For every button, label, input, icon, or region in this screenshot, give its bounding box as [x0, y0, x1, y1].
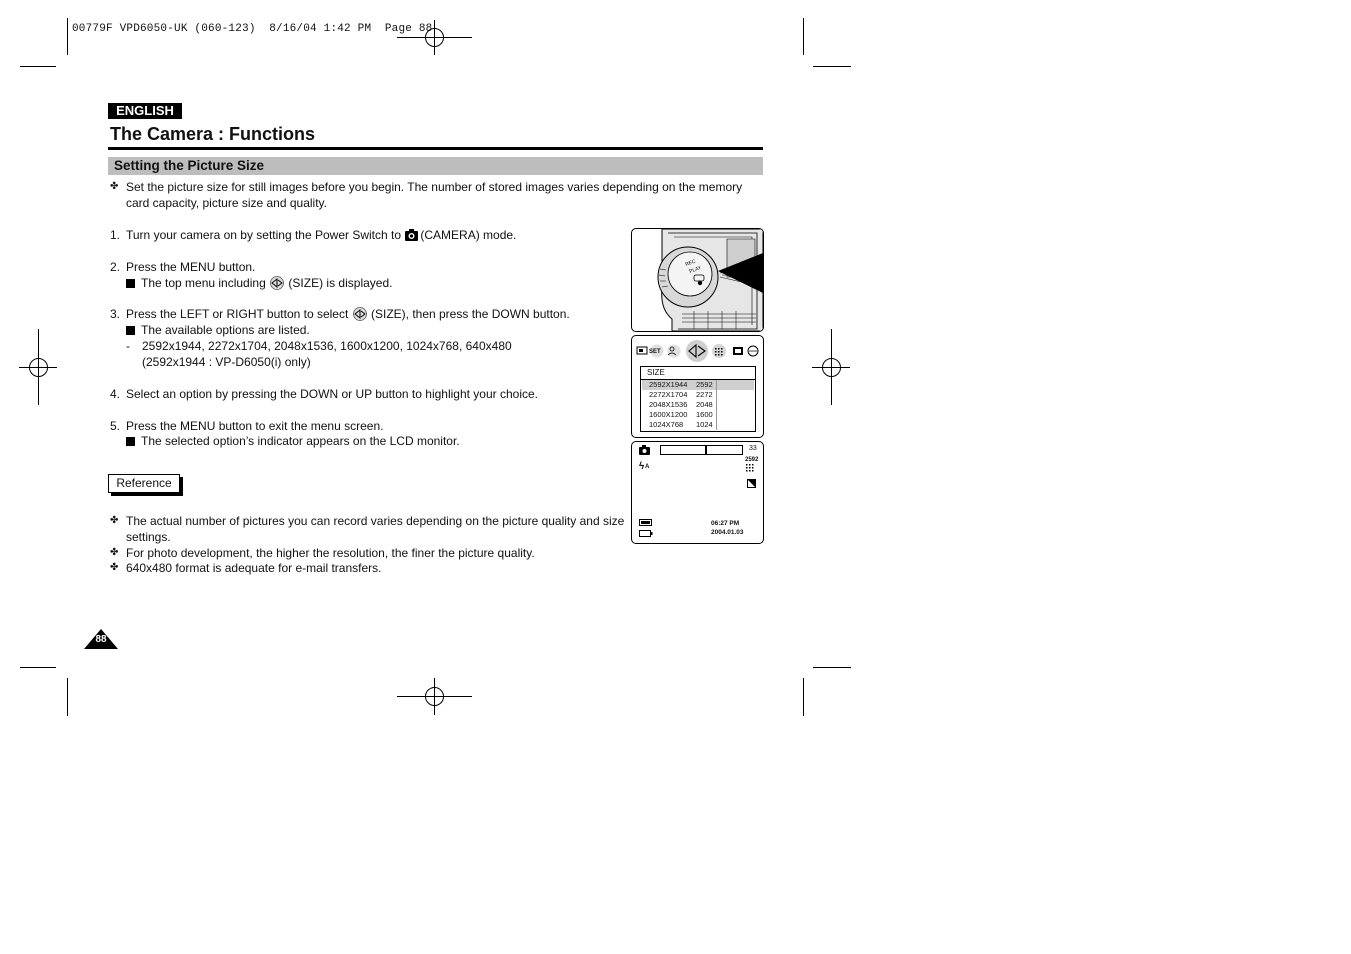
note-symbol: ✤ — [110, 181, 119, 192]
size-indicator: 2592 — [745, 457, 759, 463]
flash-mode: A — [645, 464, 650, 470]
title-rule — [108, 147, 763, 150]
size-icon — [352, 307, 368, 321]
crop-mark — [20, 66, 56, 67]
step-2-bullet: The top menu including (SIZE) is displayed. — [126, 275, 392, 291]
size-icon — [269, 276, 285, 290]
size-options — [642, 380, 754, 430]
zoom-position-mark — [705, 446, 707, 454]
section-bar — [108, 157, 763, 175]
dial-play-label: PLAY — [688, 264, 703, 275]
note-text: settings. — [126, 530, 171, 544]
registration-circle — [29, 358, 48, 377]
bullet-square — [126, 326, 135, 335]
flash-icon: ϟ — [639, 461, 645, 472]
size-options-list: 2592x1944, 2272x1704, 2048x1536, 1600x1200, 1024x768, 640x480 — [142, 339, 512, 353]
reference-label: Reference — [108, 474, 180, 493]
crop-mark — [803, 678, 804, 716]
step-number: 1. — [110, 228, 121, 242]
page-title: The Camera : Functions — [110, 124, 316, 144]
metering-icon — [747, 479, 756, 488]
step-4-text: Select an option by pressing the DOWN or UP button to highlight your choice. — [126, 387, 539, 401]
size-option-row[interactable]: 2048X1536 2048 — [649, 400, 713, 409]
registration-circle — [425, 687, 444, 706]
date-display: 2004.01.03 — [711, 529, 744, 536]
step-number: 2. — [110, 260, 121, 274]
lcd-screen-illustration — [631, 441, 764, 544]
dial-rec-label: REC — [684, 258, 697, 268]
crop-mark — [813, 66, 851, 67]
step-1-text: Turn your camera on by setting the Power Switch to (CAMERA) mode. — [126, 228, 517, 242]
print-slug: 00779F VPD6050-UK (060-123) 8/16/04 1:42 PM Page 88 — [72, 23, 433, 35]
note-symbol: ✤ — [110, 547, 119, 558]
note-text: For photo development, the higher the resolution, the finer the picture quality. — [126, 546, 535, 560]
quality-icon — [746, 464, 756, 474]
crop-mark — [803, 18, 804, 55]
camera-body-drawing — [632, 229, 763, 331]
crop-mark — [20, 667, 56, 668]
step-number: 4. — [110, 387, 121, 401]
menu-screen-illustration — [631, 335, 764, 438]
registration-circle — [822, 358, 841, 377]
column-divider — [716, 380, 717, 430]
size-submenu — [640, 366, 756, 432]
size-option-row[interactable]: 2592X1944 2592 — [642, 380, 754, 390]
note-text: The actual number of pictures you can record varies depending on the picture quality and size — [126, 514, 625, 528]
step-3-bullet: The available options are listed. — [126, 322, 310, 338]
page-number: 88 — [95, 634, 107, 645]
time-display: 06:27 PM — [711, 520, 740, 527]
note-symbol: ✤ — [110, 562, 119, 573]
camera-mode-icon — [639, 445, 651, 455]
step-number: 3. — [110, 307, 121, 321]
crop-mark — [67, 18, 68, 55]
dash-marker: - — [126, 339, 130, 353]
memory-card-icon — [639, 519, 653, 526]
size-option-row[interactable]: 1024X768 1024 — [649, 420, 713, 429]
intro-text: Set the picture size for still images before you begin. The number of stored images varies depending on the memory card capacity, picture size and quality. — [126, 180, 743, 210]
step-5-bullet: The selected option’s indicator appears on the LCD monitor. — [126, 433, 460, 449]
submenu-title: SIZE — [647, 368, 665, 377]
step-5-text: Press the MENU button to exit the menu screen. — [126, 419, 384, 433]
bullet-square — [126, 437, 135, 446]
language-tab: ENGLISH — [108, 103, 182, 119]
size-option-row[interactable]: 2272X1704 2272 — [649, 390, 713, 399]
size-options-note: (2592x1944 : VP-D6050(i) only) — [142, 355, 311, 369]
zoom-bar — [660, 445, 743, 455]
section-heading: Setting the Picture Size — [114, 158, 265, 173]
camera-icon — [404, 228, 420, 242]
crop-mark — [67, 678, 68, 716]
step-2-text: Press the MENU button. — [126, 260, 256, 274]
battery-icon — [639, 530, 653, 537]
registration-circle — [425, 28, 444, 47]
bullet-square — [126, 279, 135, 288]
camera-dial-illustration — [631, 228, 764, 332]
step-3-text: Press the LEFT or RIGHT button to select (SIZE), then press the DOWN button. — [126, 307, 570, 321]
step-number: 5. — [110, 419, 121, 433]
menu-set-icon: SET — [649, 349, 661, 355]
crop-mark — [813, 667, 851, 668]
size-option-row[interactable]: 1600X1200 1600 — [649, 410, 713, 419]
shots-remaining: 33 — [749, 445, 757, 452]
note-text: 640x480 format is adequate for e-mail transfers. — [126, 561, 382, 575]
note-symbol: ✤ — [110, 515, 119, 526]
